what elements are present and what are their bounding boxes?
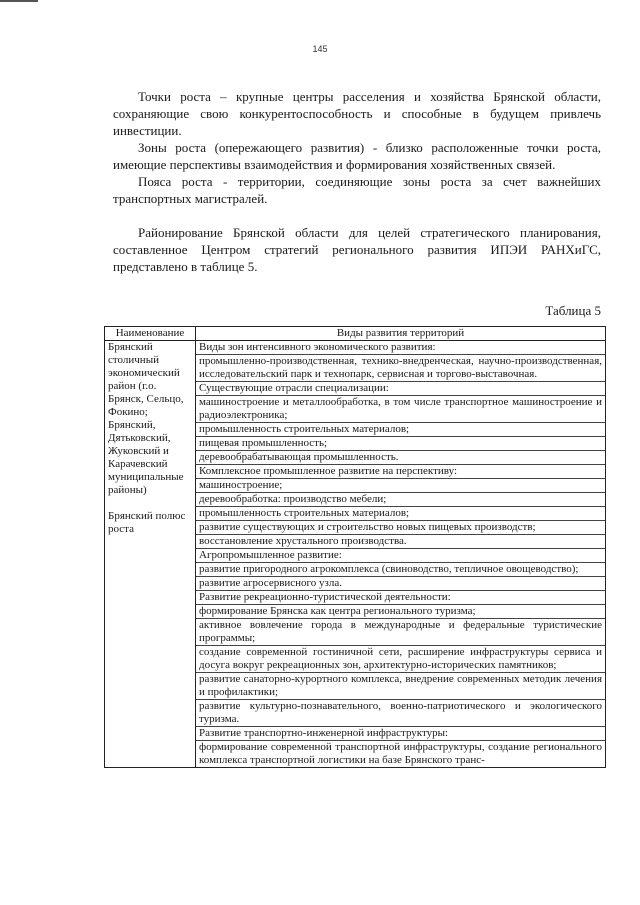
list-item: развитие пригородного агрокомплекса (свиноводство, тепличное овощеводство); [196,562,605,576]
development-types-cell [196,341,606,768]
list-item: деревообработка: производство мебели; [196,492,605,506]
list-item: Комплексное промышленное развитие на перспективу: [196,464,605,478]
table-header-row [105,327,606,341]
list-item: промышленность строительных материалов; [196,422,605,436]
list-item: формирование Брянска как центра регионального туризма; [196,604,605,618]
list-item: Виды зон интенсивного экономического развития: [199,341,436,353]
list-item: восстановление хрустального производства. [196,534,605,548]
list-item: Существующие отрасли специализации: [196,381,605,395]
list-item: машиностроение; [196,478,605,492]
list-item: деревообрабатывающая промышленность. [196,450,605,464]
list-item: развитие агросервисного узла. [196,576,605,590]
column-header-name: Наименование [105,327,196,341]
list-item: Развитие транспортно-инженерной инфраструктуры: [196,726,605,740]
growth-pole-name: Брянский полюс роста [108,510,186,535]
territory-table [104,326,606,768]
paragraph-growth-belts: Пояса роста - территории, соединяющие зоны роста за счет важнейших транспортных магистралей. [113,174,601,206]
list-item: машиностроение и металлообработка, в том числе транспортное машиностроение и радиоэлектроника; [196,395,605,422]
page-number: 145 [312,44,328,54]
list-item: формирование современной транспортной инфраструктуры, создание регионального комплекса транспортной логистики на базе Брянского транс- [196,740,605,767]
paragraph-growth-zones: Зоны роста (опережающего развития) - близко расположенные точки роста, имеющие перспективы взаимодействия и формирования хозяйственных связей. [113,140,601,172]
list-item: создание современной гостиничной сети, расширение инфраструктуры сервиса и досуга вокруг рекреационных зон, архитектурно-исторических памятников; [196,645,605,672]
region-name-cell [105,341,196,768]
body-text [113,88,601,275]
table-row [105,341,606,768]
list-item: промышленно-производственная, технико-внедренческая, научно-производственная, исследовательский парк и технопарк, сервисная и торгово-выставочная. [196,354,605,381]
paragraph-growth-points: Точки роста – крупные центры расселения и хозяйства Брянской области, сохраняющие свою конкурентоспособность и способные в будущем привлечь инвестиции. [113,89,601,138]
list-item: развитие культурно-познавательного, военно-патриотического и экологического туризма. [196,699,605,726]
scan-edge-mark [0,0,38,2]
list-item: промышленность строительных материалов; [196,506,605,520]
paragraph-zoning-intro: Районирование Брянской области для целей стратегического планирования, составленное Центром стратегий регионального развития ИПЭИ РАНХиГС, представлено в таблице 5. [113,225,601,274]
column-header-types: Виды развития территорий [196,327,606,341]
table-caption: Таблица 5 [545,303,601,318]
list-item: развитие санаторно-курортного комплекса, внедрение современных методик лечения и профилактики; [196,672,605,699]
list-item: Агропромышленное развитие: [196,548,605,562]
region-name: Брянский столичный экономический район (г.о. Брянск, Сельцо, Фокино; Брянский, Дятьковский, Жуковский и Карачевский муниципальные районы) [108,341,184,496]
list-item: Развитие рекреационно-туристической деятельности: [196,590,605,604]
list-item: пищевая промышленность; [196,436,605,450]
list-item: развитие существующих и строительство новых пищевых производств; [196,520,605,534]
list-item: активное вовлечение города в международные и федеральные туристические программы; [196,618,605,645]
